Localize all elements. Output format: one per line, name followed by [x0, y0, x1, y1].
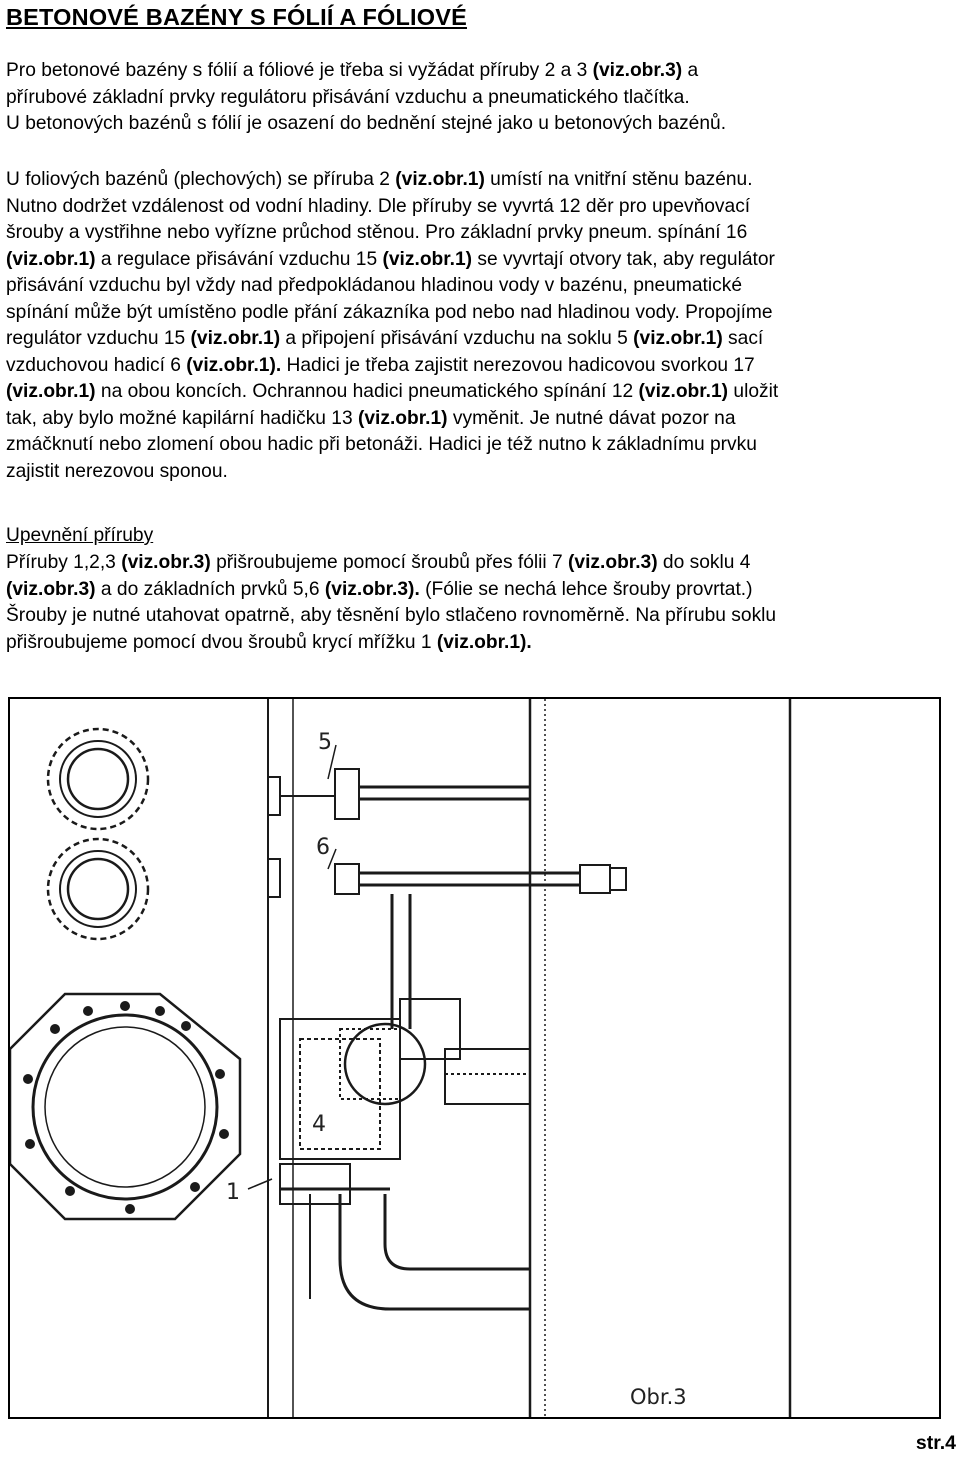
small-flange-ring-bottom — [48, 839, 148, 939]
text-run: spínání může být umístěno podle přání zákazníka pod nebo nad hladinou vody. Propojíme — [6, 301, 773, 323]
text-run: a regulace přisávání vzduchu 15 — [95, 248, 383, 270]
text-line — [6, 459, 778, 486]
figure-obr3 — [8, 697, 941, 1419]
text-line — [6, 247, 778, 274]
text-run: Hadici je třeba zajistit nerezovou hadicovou svorkou 17 — [281, 354, 755, 376]
text-run: a do základních prvků 5,6 — [95, 578, 325, 600]
figure-reference: (viz.obr.1) — [6, 381, 96, 402]
page-title: BETONOVÉ BAZÉNY S FÓLIÍ A FÓLIOVÉ — [6, 4, 467, 30]
label-5: 5 — [318, 730, 332, 755]
small-flange-ring-top — [48, 729, 148, 829]
text-run: zmáčknutí nebo zlomení obou hadic při betonáži. Hadici je též nutno k základnímu prvku — [6, 434, 757, 455]
paragraph-flange-mounting — [6, 550, 776, 656]
figure-reference: (viz.obr.1). — [186, 354, 282, 376]
page-number: str.4 — [915, 1432, 956, 1454]
text-run: Příruby 1,2,3 — [6, 552, 122, 573]
socket-4 — [280, 894, 530, 1204]
figure-reference: (viz.obr.3) — [6, 578, 96, 600]
text-run: tak, aby bylo možné kapilární hadičku 13 — [6, 407, 358, 429]
text-run: regulátor vzduchu 15 — [6, 328, 191, 349]
label-1: 1 — [226, 1180, 240, 1205]
figure-reference: (viz.obr.1) — [633, 328, 723, 349]
label-4: 4 — [312, 1112, 326, 1137]
paragraph-flanges-request — [6, 58, 726, 138]
text-run: zajistit nerezovou sponou. — [6, 460, 228, 482]
text-line — [6, 58, 726, 85]
pipe-5 — [268, 769, 530, 819]
text-run: Šrouby je nutné utahovat opatrně, aby těsnění bylo stlačeno rovnoměrně. Na přírubu soklu — [6, 605, 777, 626]
figure-reference: (viz.obr.1) — [638, 381, 729, 402]
figure-caption: Obr.3 — [630, 1385, 687, 1409]
figure-reference: (viz.obr.1) — [357, 407, 448, 429]
figure-reference: (viz.obr.3) — [121, 552, 211, 573]
text-run: přišroubujeme pomocí šroubů přes fólii 7 — [210, 552, 569, 573]
figure-reference: (viz.obr.1). — [436, 631, 532, 653]
label-6: 6 — [316, 835, 330, 860]
figure-reference: (viz.obr.3) — [592, 60, 683, 81]
text-line — [6, 167, 778, 194]
figure-reference: (viz.obr.3) — [568, 552, 658, 573]
section-flange-mounting — [6, 523, 153, 550]
text-line — [6, 603, 776, 630]
text-line — [6, 300, 778, 327]
pipe-6 — [268, 859, 626, 897]
text-run: (Fólie se nechá lehce šrouby provrtat.) — [419, 578, 753, 600]
text-line — [6, 630, 776, 657]
text-run: a — [682, 60, 699, 81]
text-run: na obou koncích. Ochrannou hadici pneumatického spínání 12 — [95, 381, 639, 402]
text-line — [6, 220, 778, 247]
text-line — [6, 85, 726, 112]
text-line — [6, 194, 778, 221]
text-run: Nutno dodržet vzdálenost od vodní hladiny. Dle příruby se vyvrtá 12 děr pro upevňovací — [6, 195, 751, 217]
text-run: U betonových bazénů s fólií je osazení do bednění stejné jako u betonových bazénů. — [6, 113, 727, 134]
text-line — [6, 111, 726, 138]
figure-reference: (viz.obr.1) — [395, 169, 485, 190]
figure-reference: (viz.obr.1) — [382, 248, 473, 270]
text-line — [6, 577, 776, 604]
large-flange — [10, 994, 240, 1219]
text-line — [6, 353, 778, 380]
text-run: a připojení přisávání vzduchu na soklu 5 — [280, 328, 634, 349]
text-run: uložit — [728, 381, 779, 402]
figure-reference: (viz.obr.3). — [324, 578, 420, 600]
text-line — [6, 273, 778, 300]
text-run: přírubové základní prvky regulátoru přisávání vzduchu a pneumatického tlačítka. — [6, 86, 690, 108]
text-line — [6, 379, 778, 406]
paragraph-foil-pools — [6, 167, 778, 485]
text-line — [6, 406, 778, 433]
text-run: přisávání vzduchu byl vždy nad předpokládanou hladinou vody v bazénu, pneumatické — [6, 275, 743, 296]
text-run: U foliových bazénů (plechových) se příruba 2 — [6, 169, 396, 190]
text-run: do soklu 4 — [657, 552, 751, 573]
text-run: vyměnit. Je nutné dávat pozor na — [447, 407, 736, 429]
text-run: šrouby a vystřihne nebo vyřízne průchod stěnou. Pro základní prvky pneum. spínání 16 — [6, 222, 748, 243]
text-line — [6, 432, 778, 459]
section-heading: Upevnění příruby — [6, 525, 154, 546]
text-line — [6, 326, 778, 353]
figure-reference: (viz.obr.1) — [190, 328, 281, 349]
text-run: se vyvrtají otvory tak, aby regulátor — [472, 248, 775, 270]
figure-reference: (viz.obr.1) — [6, 248, 96, 270]
text-run: umístí na vnitřní stěnu bazénu. — [484, 169, 753, 190]
text-run: Pro betonové bazény s fólií a fóliové je třeba si vyžádat příruby 2 a 3 — [6, 60, 593, 81]
text-run: vzduchovou hadicí 6 — [6, 354, 187, 376]
text-line — [6, 550, 776, 577]
text-run: přišroubujeme pomocí dvou šroubů krycí mřížku 1 — [6, 631, 437, 653]
text-run: sací — [722, 328, 764, 349]
elbow-pipe — [310, 1194, 530, 1309]
technical-drawing — [10, 699, 939, 1417]
